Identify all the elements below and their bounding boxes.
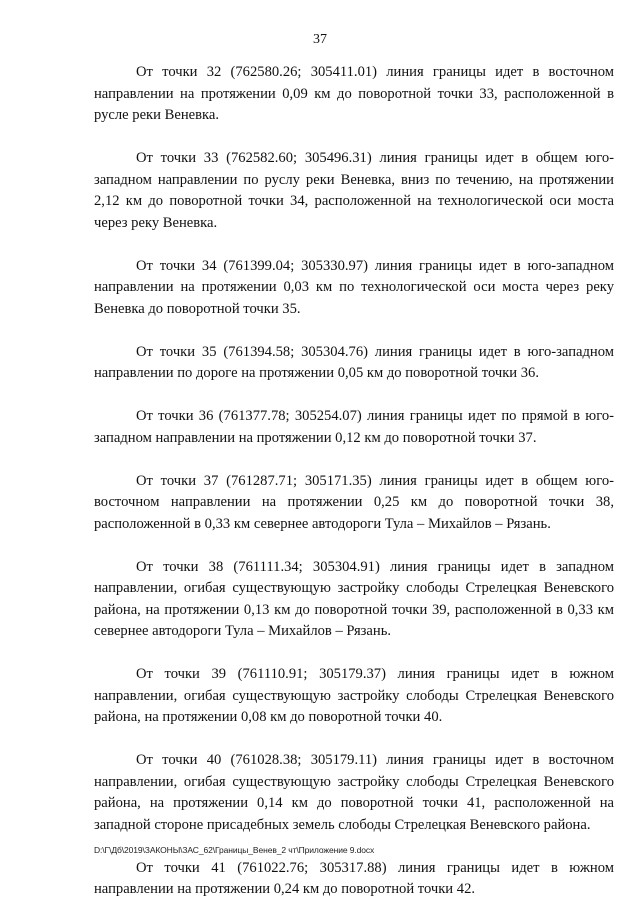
paragraph-point-35: От точки 35 (761394.58; 305304.76) линия границы идет в юго-западном направлении по дороге на протяжении 0,05 км до поворотной точки 36. [94, 343, 614, 381]
paragraph-point-39: От точки 39 (761110.91; 305179.37) линия границы идет в южном направлении, огибая существующую застройку слободы Стрелецкая Веневского района, на протяжении 0,08 км до поворотной точки 40. [94, 666, 614, 725]
paragraph-point-41: От точки 41 (761022.76; 305317.88) линия границы идет в южном направлении на протяжении 0,24 км до поворотной точки 42. [94, 859, 614, 897]
paragraph-point-33: От точки 33 (762582.60; 305496.31) линия границы идет в общем юго-западном направлении по руслу реки Веневка, вниз по течению, на протяжении 2,12 км до поворотной точки 34, расположенной на технологической оси моста через реку Веневка. [94, 150, 614, 231]
paragraph-point-32: От точки 32 (762580.26; 305411.01) линия границы идет в восточном направлении на протяжении 0,09 км до поворотной точки 33, расположенной в русле реки Веневка. [94, 64, 614, 123]
paragraph-point-37: От точки 37 (761287.71; 305171.35) линия границы идет в общем юго-восточном направлении на протяжении 0,25 км до поворотной точки 38, расположенной в 0,33 км севернее автодороги Тула – Михайлов – Рязань. [94, 472, 614, 532]
paragraph-point-38: От точки 38 (761111.34; 305304.91) линия границы идет в западном направлении, огибая существующую застройку слободы Стрелецкая Веневского района, на протяжении 0,13 км до поворотной точки 39, расположенной в 0,33 км севернее автодороги Тула – Михайлов – Рязань. [94, 558, 614, 639]
document-body [94, 62, 614, 922]
page-number: 37 [313, 32, 327, 47]
paragraph-point-36: От точки 36 (761377.78; 305254.07) линия границы идет по прямой в юго-западном направлении на протяжении 0,12 км до поворотной точки 37. [94, 408, 614, 446]
paragraph-point-40: От точки 40 (761028.38; 305179.11) линия границы идет в восточном направлении, огибая существующую застройку слободы Стрелецкая Веневского района, на протяжении 0,14 км до поворотной точки 41, расположенной на западной стороне присадебных земель слободы Стрелецкая Веневского района. [94, 752, 614, 833]
paragraph-point-34: От точки 34 (761399.04; 305330.97) линия границы идет в юго-западном направлении на протяжении 0,03 км по технологической оси моста через реку Веневка до поворотной точки 35. [94, 257, 614, 317]
footer-file-path: D:\Г\Дб\2019\ЗАКОНЫ\ЗАС_62\Границы_Венев_2 чт\Приложение 9.docx [94, 845, 375, 855]
